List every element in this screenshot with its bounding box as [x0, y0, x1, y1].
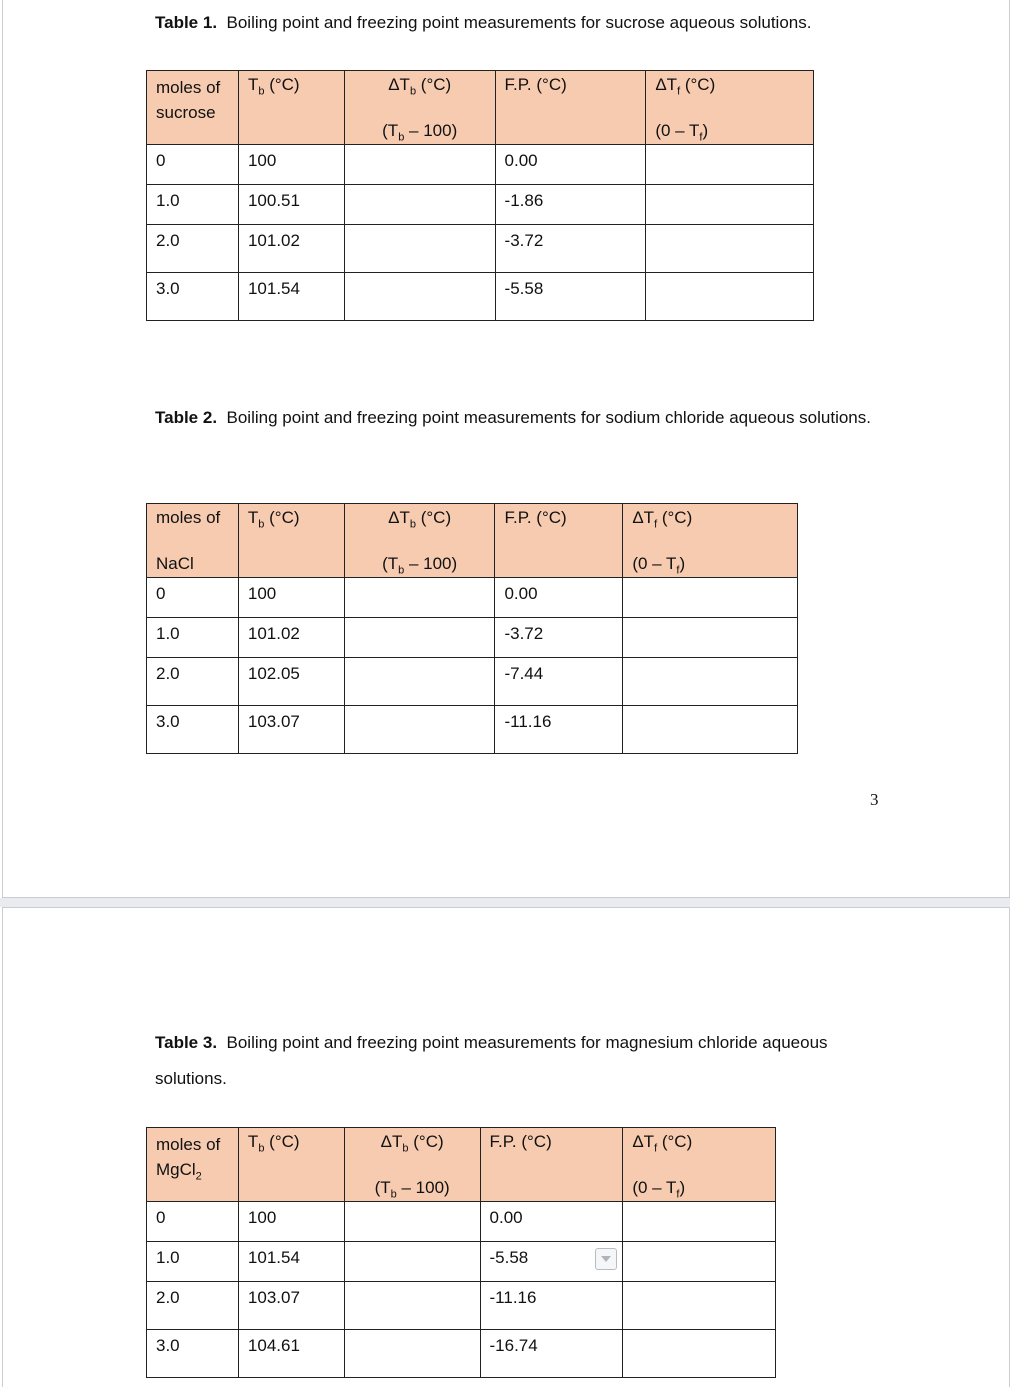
table-caption-text: Boiling point and freezing point measurements for sucrose aqueous solutions. [226, 13, 812, 32]
cell-delta-tb[interactable] [354, 273, 486, 279]
cell-fp: -3.72 [504, 231, 544, 250]
header-moles: moles of sucrose [147, 71, 239, 145]
cell-fp: -5.58 [489, 1248, 529, 1267]
cell-delta-tb[interactable] [354, 1242, 471, 1248]
cell-delta-tb[interactable] [354, 658, 486, 664]
cell-moles: 0 [156, 584, 166, 603]
table-2 [146, 503, 798, 754]
cell-moles: 3.0 [156, 712, 180, 731]
table-row [147, 185, 814, 225]
cell-fp: -11.16 [489, 1288, 537, 1307]
cell-fp: -7.44 [504, 664, 544, 683]
table-header-row [147, 1128, 776, 1202]
table-row [147, 1282, 776, 1330]
cell-delta-tf[interactable] [655, 225, 804, 231]
table-row [147, 1202, 776, 1242]
cell-delta-tf[interactable] [632, 1202, 766, 1208]
header-moles: moles of MgCl$_2$ [147, 1128, 239, 1202]
cell-delta-tf[interactable] [632, 1282, 766, 1288]
cell-delta-tb[interactable] [354, 225, 486, 231]
cell-delta-tb[interactable] [354, 185, 486, 191]
table-3-caption [155, 1025, 875, 1097]
page-number: 3 [870, 790, 879, 809]
header-fp: F.P. (°C) [495, 504, 623, 578]
cell-fp: -1.86 [504, 191, 544, 210]
cell-delta-tf[interactable] [632, 1330, 766, 1336]
cell-fp: 0.00 [504, 151, 538, 170]
cell-delta-tb[interactable] [354, 706, 486, 712]
cell-moles: 3.0 [156, 1336, 180, 1355]
header-fp: F.P. (°C) [480, 1128, 623, 1202]
header-tb: $T_b$ (°C) [238, 504, 344, 578]
header-delta-tb: $\Delta T_b$ (°C) $(T_b - 100)$ [344, 71, 495, 145]
cell-moles: 3.0 [156, 279, 180, 298]
cell-tb: 103.07 [247, 1288, 300, 1307]
table-row [147, 273, 814, 321]
table-row [147, 1330, 776, 1378]
table-caption-label: Table 2. [155, 408, 218, 427]
table-header-row [147, 71, 814, 145]
cell-delta-tf[interactable] [632, 706, 788, 712]
table-row [147, 658, 798, 706]
cell-tb: 101.02 [247, 624, 300, 643]
table-row [147, 578, 798, 618]
table-row [147, 618, 798, 658]
cell-delta-tf[interactable] [655, 185, 804, 191]
table-row [147, 1242, 776, 1282]
header-delta-tf: $\Delta T_f$ (°C) $(0 - T_f)$ [623, 1128, 776, 1202]
chevron-down-icon [600, 1255, 612, 1263]
cell-moles: 1.0 [156, 191, 180, 210]
cell-tb: 101.54 [247, 1248, 300, 1267]
table-1-caption [155, 5, 875, 41]
table-row [147, 706, 798, 754]
cell-delta-tb[interactable] [354, 1202, 471, 1208]
cell-delta-tf[interactable] [655, 145, 804, 151]
page-gap [0, 898, 1010, 907]
cell-tb: 104.61 [247, 1336, 300, 1355]
cell-fp: -16.74 [489, 1336, 538, 1355]
cell-moles: 2.0 [156, 664, 180, 683]
cell-delta-tf[interactable] [632, 578, 788, 584]
header-delta-tb: $\Delta T_b$ (°C) $(T_b - 100)$ [344, 1128, 480, 1202]
cell-fp: 0.00 [504, 584, 538, 603]
cell-fp: -11.16 [504, 712, 552, 731]
table-caption-label: Table 3. [155, 1033, 218, 1052]
cell-tb: 100 [247, 584, 277, 603]
cell-tb: 100.51 [247, 191, 300, 210]
cell-delta-tb[interactable] [354, 1282, 471, 1288]
cell-tb: 102.05 [247, 664, 300, 683]
table-1 [146, 70, 814, 321]
cell-delta-tb[interactable] [354, 145, 486, 151]
table-2-caption [155, 400, 875, 436]
cell-tb: 103.07 [247, 712, 300, 731]
table-header-row [147, 504, 798, 578]
cell-fp: -3.72 [504, 624, 544, 643]
table-caption-label: Table 1. [155, 13, 218, 32]
header-tb: $T_b$ (°C) [238, 1128, 344, 1202]
cell-moles: 0 [156, 151, 166, 170]
cell-delta-tf[interactable] [632, 1242, 766, 1248]
cell-fp: 0.00 [489, 1208, 523, 1227]
cell-delta-tb[interactable] [354, 578, 486, 584]
cell-tb: 101.54 [247, 279, 300, 298]
header-fp: F.P. (°C) [495, 71, 646, 145]
table-caption-text: Boiling point and freezing point measurements for magnesium chloride aqueous solutions. [155, 1033, 828, 1088]
cell-delta-tb[interactable] [354, 618, 486, 624]
cell-moles: 2.0 [156, 231, 180, 250]
cell-tb: 100 [247, 151, 277, 170]
cell-moles: 1.0 [156, 624, 180, 643]
cell-tb: 100 [247, 1208, 277, 1227]
table-row [147, 145, 814, 185]
header-tb: $T_b$ (°C) [238, 71, 344, 145]
cell-delta-tf[interactable] [655, 273, 804, 279]
table-row [147, 225, 814, 273]
header-delta-tf: $\Delta T_f$ (°C) $(0 - T_f)$ [646, 71, 814, 145]
cell-moles: 0 [156, 1208, 166, 1227]
header-delta-tb: $\Delta T_b$ (°C) $(T_b - 100)$ [344, 504, 495, 578]
table-3 [146, 1127, 776, 1378]
cell-moles: 1.0 [156, 1248, 180, 1267]
header-delta-tf: $\Delta T_f$ (°C) $(0 - T_f)$ [623, 504, 798, 578]
cell-delta-tf[interactable] [632, 658, 788, 664]
cell-tb: 101.02 [247, 231, 300, 250]
cell-delta-tb[interactable] [354, 1330, 471, 1336]
cell-moles: 2.0 [156, 1288, 180, 1307]
dropdown-toggle-button[interactable] [595, 1248, 617, 1270]
cell-fp: -5.58 [504, 279, 544, 298]
header-moles: moles of NaCl [147, 504, 239, 578]
table-caption-text: Boiling point and freezing point measurements for sodium chloride aqueous solutions. [226, 408, 871, 427]
cell-delta-tf[interactable] [632, 618, 788, 624]
